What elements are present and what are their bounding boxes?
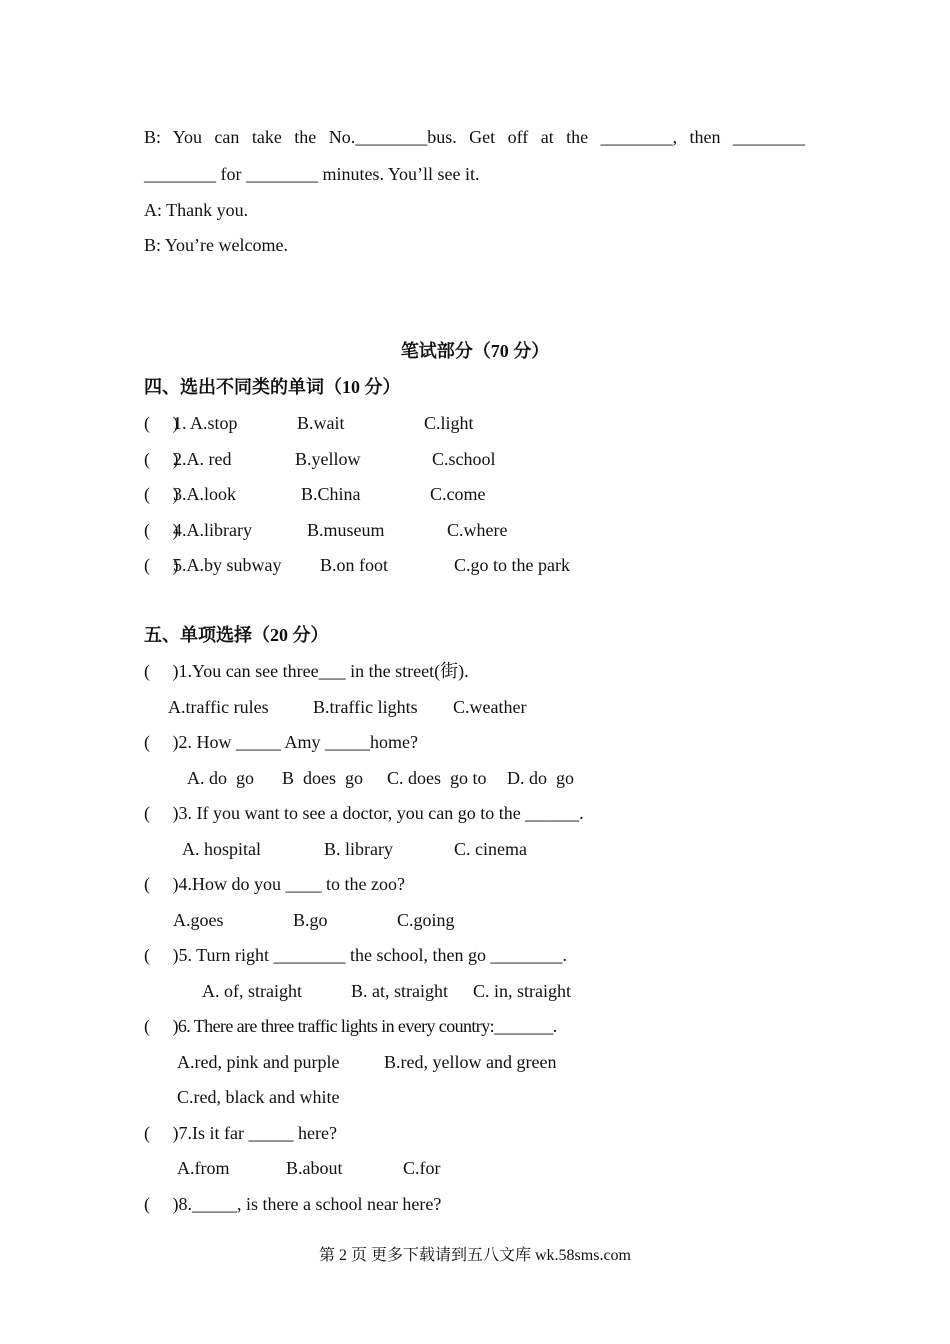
- option-c: C. does go to: [387, 768, 487, 788]
- option-c: C.go to the park: [454, 555, 570, 575]
- option-a: A.from: [177, 1158, 230, 1178]
- answer-paren: ( ): [144, 484, 179, 504]
- option-a: A. of, straight: [202, 981, 302, 1001]
- option-c: C. cinema: [454, 839, 527, 859]
- question-text: 5.A.by subway: [173, 555, 282, 575]
- option-a: A.red, pink and purple: [177, 1052, 340, 1072]
- option-b: B.go: [293, 910, 328, 930]
- option-c: C.weather: [453, 697, 527, 717]
- option-d: D. do go: [507, 768, 574, 788]
- question-text: 2.A. red: [173, 449, 232, 469]
- option-b: B.museum: [307, 520, 385, 540]
- answer-paren: ( ): [144, 732, 179, 752]
- answer-paren: ( ): [144, 945, 179, 965]
- option-c: C.light: [424, 413, 474, 433]
- question-stem: 1.You can see three___ in the street(街).: [174, 661, 469, 681]
- option-b: B.red, yellow and green: [384, 1052, 557, 1072]
- option-b: B. library: [324, 839, 393, 859]
- option-b: B does go: [282, 768, 363, 788]
- answer-paren: ( ): [144, 874, 179, 894]
- question-stem: 7.Is it far _____ here?: [174, 1123, 337, 1143]
- option-c: C.for: [403, 1158, 441, 1178]
- written-part-title: 笔试部分（70 分）: [400, 341, 550, 361]
- option-c: C.going: [397, 910, 455, 930]
- question-stem: 8._____, is there a school near here?: [174, 1194, 442, 1214]
- option-c: C.school: [432, 449, 496, 469]
- question-stem: 6. There are three traffic lights in every country:_______.: [174, 1016, 557, 1036]
- answer-paren: ( ): [144, 520, 179, 540]
- answer-paren: ( ): [144, 555, 179, 575]
- option-a: A.traffic rules: [168, 697, 269, 717]
- option-b: B.wait: [297, 413, 345, 433]
- question-stem: 3. If you want to see a doctor, you can go to the ______.: [174, 803, 584, 823]
- option-c: C. in, straight: [473, 981, 571, 1001]
- dialogue-line-b3: B: You’re welcome.: [144, 235, 288, 255]
- answer-paren: ( ): [144, 1194, 179, 1214]
- option-b: B.on foot: [320, 555, 389, 575]
- option-b: B.traffic lights: [313, 697, 418, 717]
- option-c: C.where: [447, 520, 508, 540]
- option-b: B.yellow: [295, 449, 361, 469]
- section5-title: 五、单项选择（20 分）: [144, 625, 329, 645]
- question-text: 1. A.stop: [173, 413, 238, 433]
- question-stem: 2. How _____ Amy _____home?: [174, 732, 418, 752]
- answer-paren: ( ): [144, 413, 179, 433]
- answer-paren: ( ): [144, 1016, 179, 1036]
- dialogue-line-b1: B: You can take the No.________bus. Get off at the ________, then ________: [144, 127, 805, 147]
- option-a: A. hospital: [182, 839, 261, 859]
- answer-paren: ( ): [144, 661, 179, 681]
- page-footer: 第 2 页 更多下载请到五八文库 wk.58sms.com: [318, 1247, 631, 1264]
- option-a: A.goes: [173, 910, 224, 930]
- question-stem: 4.How do you ____ to the zoo?: [174, 874, 405, 894]
- dialogue-line-b2: ________ for ________ minutes. You’ll see it.: [144, 164, 480, 184]
- option-c: C.red, black and white: [177, 1087, 340, 1107]
- section4-title: 四、选出不同类的单词（10 分）: [144, 377, 401, 397]
- question-text: 3.A.look: [173, 484, 236, 504]
- option-a: A. do go: [187, 768, 254, 788]
- option-c: C.come: [430, 484, 486, 504]
- question-stem: 5. Turn right ________ the school, then go ________.: [174, 945, 568, 965]
- question-text: 4.A.library: [173, 520, 252, 540]
- option-b: B. at, straight: [351, 981, 448, 1001]
- dialogue-line-a: A: Thank you.: [144, 200, 249, 220]
- answer-paren: ( ): [144, 449, 179, 469]
- answer-paren: ( ): [144, 803, 179, 823]
- option-b: B.China: [301, 484, 361, 504]
- option-b: B.about: [286, 1158, 343, 1178]
- answer-paren: ( ): [144, 1123, 179, 1143]
